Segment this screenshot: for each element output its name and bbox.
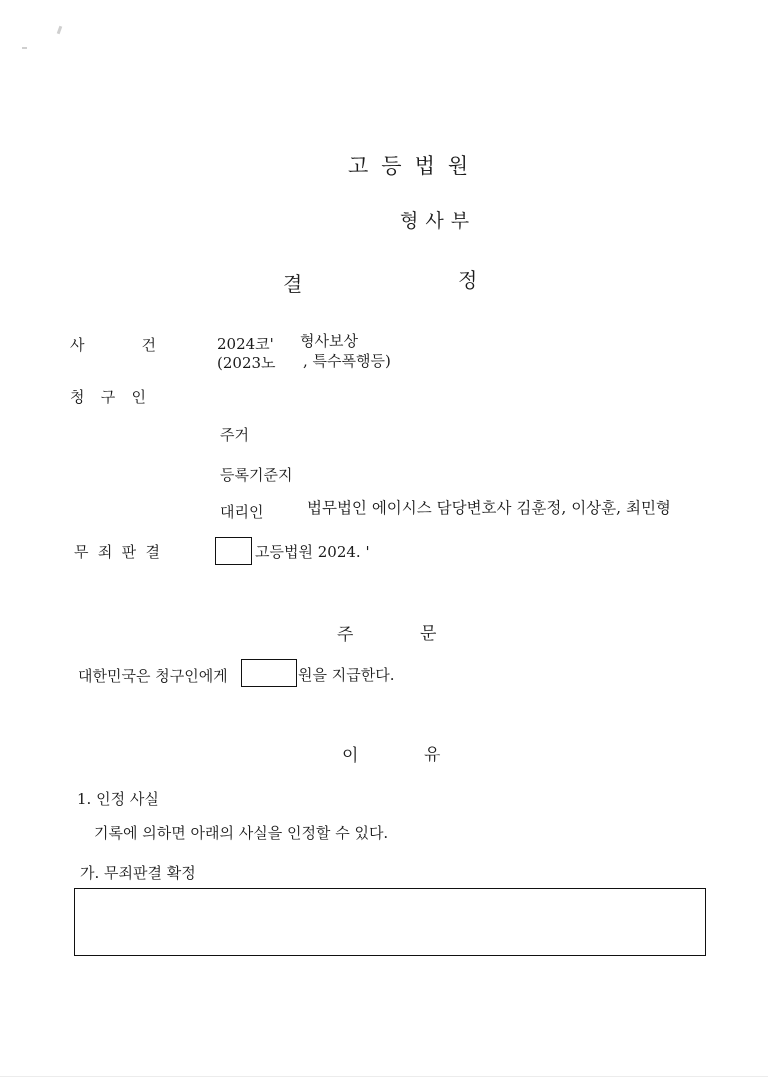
case-number: 2024코' xyxy=(217,335,274,353)
document-title-right: 정 xyxy=(458,268,478,292)
reasons-heading-right: 유 xyxy=(424,745,441,765)
order-heading-left: 주 xyxy=(337,625,354,645)
case-type: 형사보상 xyxy=(300,332,358,350)
redaction-box xyxy=(74,888,706,956)
scan-speck xyxy=(57,26,63,35)
agent-value: 법무법인 에이시스 담당변호사 김훈정, 이상훈, 최민형 xyxy=(307,499,671,517)
document-title-left: 결 xyxy=(283,272,303,296)
original-case-number: (2023노 xyxy=(217,354,276,372)
acquittal-label-char: 무 xyxy=(74,543,89,561)
case-label xyxy=(70,334,156,355)
claimant-label-char: 인 xyxy=(131,388,146,406)
court-name: 고등법원 xyxy=(348,154,482,178)
claimant-label-char: 구 xyxy=(100,388,116,406)
case-label-char: 건 xyxy=(141,336,156,354)
redaction-box xyxy=(241,659,297,687)
agent-label: 대리인 xyxy=(220,503,264,521)
case-label-char: 사 xyxy=(70,336,85,354)
division-name: 형사부 xyxy=(400,210,477,232)
page-edge xyxy=(0,1076,768,1077)
acquittal-value: 고등법원 2024. ' xyxy=(255,543,370,561)
original-case-type: , 특수폭행등) xyxy=(303,352,391,370)
acquittal-label-char: 판 xyxy=(121,543,137,561)
scan-speck xyxy=(22,47,27,49)
acquittal-label-char: 죄 xyxy=(97,543,113,561)
registered-domicile-label: 등록기준지 xyxy=(220,466,293,484)
section-body: 기록에 의하면 아래의 사실을 인정할 수 있다. xyxy=(94,824,389,842)
order-heading-right: 문 xyxy=(420,624,437,644)
reasons-heading-left: 이 xyxy=(342,746,359,766)
acquittal-label xyxy=(74,541,160,562)
order-text-before: 대한민국은 청구인에게 xyxy=(78,667,228,685)
address-label: 주거 xyxy=(220,426,249,444)
redaction-box xyxy=(215,537,252,565)
subsection-title: 가. 무죄판결 확정 xyxy=(80,864,196,882)
acquittal-label-char: 결 xyxy=(145,543,160,561)
section-title: 1. 인정 사실 xyxy=(77,790,159,808)
claimant-label xyxy=(70,386,146,407)
claimant-label-char: 청 xyxy=(70,388,85,406)
order-text-after: 원을 지급한다. xyxy=(298,666,395,684)
